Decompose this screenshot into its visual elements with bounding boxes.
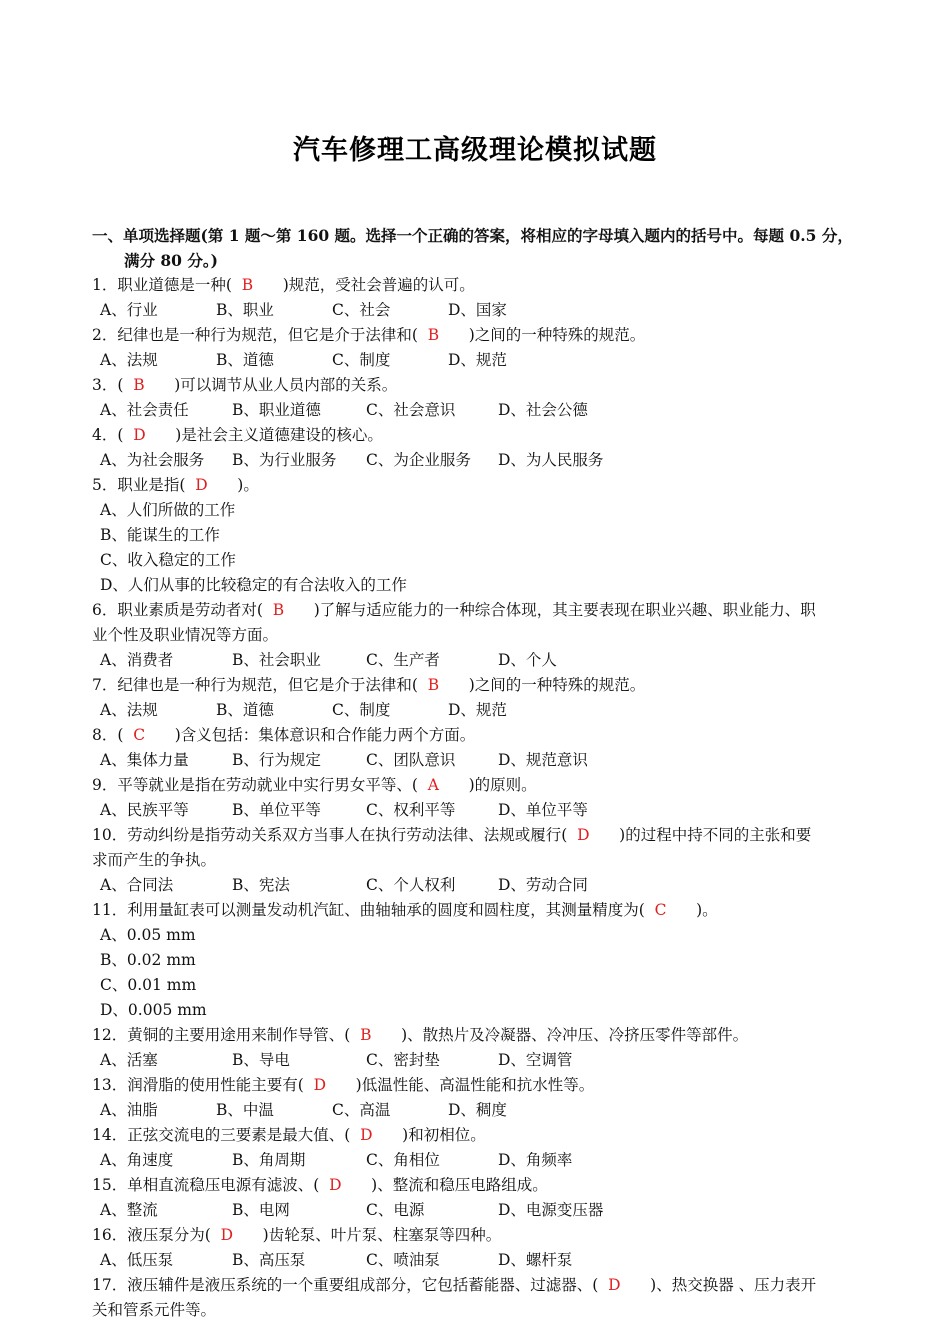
question-item — [92, 1273, 872, 1298]
question-text: )的原则。 — [468, 776, 537, 794]
question-number: 14． — [92, 1126, 128, 1144]
question-text: ( — [117, 376, 124, 394]
question-number: 5． — [92, 476, 118, 494]
question-text: 纪律也是一种行为规范，但它是介于法律和( — [117, 676, 418, 694]
option: D、单位平等 — [498, 801, 588, 819]
option: A、低压泵 — [100, 1251, 174, 1269]
answer-letter: D — [185, 476, 238, 494]
option: C、密封垫 — [366, 1051, 440, 1069]
option: A、社会责任 — [100, 401, 189, 419]
option: C、社会意识 — [366, 401, 456, 419]
question-item — [92, 823, 872, 848]
option: C、电源 — [366, 1201, 425, 1219]
question-number: 9． — [92, 776, 118, 794]
answer-letter: B — [417, 326, 469, 344]
option: D、空调管 — [498, 1051, 573, 1069]
option: C、个人权利 — [366, 876, 456, 894]
option: B、社会职业 — [232, 651, 321, 669]
options-row — [92, 1098, 872, 1123]
option-line: C、0.01 mm — [100, 976, 197, 994]
answer-letter: B — [231, 276, 283, 294]
question-text: )之间的一种特殊的规范。 — [468, 676, 646, 694]
question-number: 4． — [92, 426, 118, 444]
option: D、规范意识 — [498, 751, 588, 769]
question-text: )规范，受社会普遍的认可。 — [282, 276, 475, 294]
options-row — [92, 1198, 872, 1223]
option: D、个人 — [498, 651, 557, 669]
option: B、职业道德 — [232, 401, 321, 419]
question-number: 1． — [92, 276, 118, 294]
question-item — [92, 598, 872, 623]
answer-letter: B — [350, 1026, 402, 1044]
question-number: 6． — [92, 601, 118, 619]
question-item — [92, 473, 872, 498]
question-number: 13． — [92, 1076, 128, 1094]
question-number: 3． — [92, 376, 118, 394]
question-number: 15． — [92, 1176, 128, 1194]
option: B、角周期 — [232, 1151, 306, 1169]
answer-letter: D — [319, 1176, 372, 1194]
question-item — [92, 1173, 872, 1198]
option: B、道德 — [216, 351, 274, 369]
question-text: 黄铜的主要用途用来制作导管、( — [127, 1026, 351, 1044]
option: D、劳动合同 — [498, 876, 588, 894]
option-line: B、0.02 mm — [100, 951, 196, 969]
answer-letter: B — [417, 676, 469, 694]
question-item — [92, 273, 872, 298]
question-text: )、散热片及冷凝器、冷冲压、冷挤压零件等部件。 — [401, 1026, 749, 1044]
question-number: 11． — [92, 901, 128, 919]
question-item — [92, 673, 872, 698]
option: D、电源变压器 — [498, 1201, 604, 1219]
question-text: 单相直流稳压电源有滤波、( — [127, 1176, 320, 1194]
question-number: 7． — [92, 676, 118, 694]
option: C、制度 — [332, 351, 391, 369]
question-text: 职业素质是劳动者对( — [117, 601, 263, 619]
section-heading — [92, 223, 872, 273]
question-continuation: 业个性及职业情况等方面。 — [92, 626, 279, 644]
answer-letter: A — [417, 776, 469, 794]
question-text: )之间的一种特殊的规范。 — [468, 326, 646, 344]
option-line: D、0.005 mm — [100, 1001, 207, 1019]
answer-letter: B — [262, 601, 314, 619]
question-text: 纪律也是一种行为规范，但它是介于法律和( — [117, 326, 418, 344]
options-row — [92, 1048, 872, 1073]
question-item — [92, 373, 872, 398]
question-text: )和初相位。 — [402, 1126, 486, 1144]
answer-letter: D — [303, 1076, 356, 1094]
question-item — [92, 1223, 872, 1248]
question-list — [92, 273, 872, 1323]
option: A、集体力量 — [100, 751, 189, 769]
option: C、社会 — [332, 301, 391, 319]
option: B、电网 — [232, 1201, 290, 1219]
question-text: ( — [117, 426, 124, 444]
question-text: )、整流和稳压电路组成。 — [371, 1176, 548, 1194]
question-text: )。 — [237, 476, 259, 494]
option: B、高压泵 — [232, 1251, 306, 1269]
question-text: 职业是指( — [117, 476, 186, 494]
option: C、制度 — [332, 701, 391, 719]
question-text: 润滑脂的使用性能主要有( — [127, 1076, 304, 1094]
question-text: 平等就业是指在劳动就业中实行男女平等、( — [117, 776, 418, 794]
question-continuation: 求而产生的争执。 — [92, 851, 217, 869]
option: D、规范 — [448, 701, 507, 719]
question-text: )、热交换器 、压力表开 — [650, 1276, 817, 1294]
question-item — [92, 723, 872, 748]
question-number: 12． — [92, 1026, 128, 1044]
option: B、单位平等 — [232, 801, 321, 819]
question-text: )齿轮泵、叶片泵、柱塞泵等四种。 — [262, 1226, 502, 1244]
answer-letter: D — [210, 1226, 263, 1244]
question-item — [92, 773, 872, 798]
question-text: )是社会主义道德建设的核心。 — [175, 426, 383, 444]
option: C、生产者 — [366, 651, 440, 669]
question-continuation: 关和管系元件等。 — [92, 1301, 217, 1319]
question-text: )了解与适应能力的一种综合体现，其主要表现在职业兴趣、职业能力、职 — [313, 601, 816, 619]
option: D、国家 — [448, 301, 507, 319]
option: A、活塞 — [100, 1051, 158, 1069]
question-item — [92, 323, 872, 348]
section-heading-line2: 满分 80 分。) — [124, 251, 218, 270]
question-text: 正弦交流电的三要素是最大值、( — [127, 1126, 351, 1144]
question-number: 2． — [92, 326, 118, 344]
option: C、为企业服务 — [366, 451, 471, 469]
option: A、整流 — [100, 1201, 158, 1219]
option: C、喷油泵 — [366, 1251, 440, 1269]
option: B、为行业服务 — [232, 451, 337, 469]
option-line: A、0.05 mm — [100, 926, 196, 944]
options-row — [92, 648, 872, 673]
option: A、消费者 — [100, 651, 174, 669]
options-row — [92, 873, 872, 898]
option: D、螺杆泵 — [498, 1251, 573, 1269]
question-item — [92, 898, 872, 923]
question-text: 液压泵分为( — [127, 1226, 211, 1244]
option: D、角频率 — [498, 1151, 573, 1169]
answer-letter: C — [644, 901, 697, 919]
option-line: B、能谋生的工作 — [100, 526, 220, 544]
option: A、民族平等 — [100, 801, 189, 819]
options-row — [92, 1248, 872, 1273]
question-item — [92, 423, 872, 448]
question-text: ( — [117, 726, 124, 744]
section-heading-line1: 一、单项选择题(第 1 题～第 160 题。选择一个正确的答案，将相应的字母填入题内的括号中。每题 0.5 分， — [92, 226, 853, 245]
answer-letter: D — [567, 826, 620, 844]
page-title: 汽车修理工高级理论模拟试题 — [293, 135, 657, 166]
option: A、为社会服务 — [100, 451, 205, 469]
question-text: 劳动纠纷是指劳动关系双方当事人在执行劳动法律、法规或履行( — [127, 826, 568, 844]
question-number: 8． — [92, 726, 118, 744]
question-text: )可以调节从业人员内部的关系。 — [174, 376, 398, 394]
options-row — [92, 298, 872, 323]
option: A、行业 — [100, 301, 158, 319]
option: C、高温 — [332, 1101, 391, 1119]
question-text: 利用量缸表可以测量发动机汽缸、曲轴轴承的圆度和圆柱度，其测量精度为( — [127, 901, 645, 919]
question-text: )的过程中持不同的主张和要 — [619, 826, 812, 844]
options-row — [92, 1148, 872, 1173]
options-row — [92, 348, 872, 373]
question-text: )含义包括：集体意识和合作能力两个方面。 — [174, 726, 476, 744]
option-line: C、收入稳定的工作 — [100, 551, 236, 569]
exam-content — [92, 223, 872, 1323]
question-item — [92, 1073, 872, 1098]
option-line: D、人们从事的比较稳定的有合法收入的工作 — [100, 576, 407, 594]
options-row — [92, 748, 872, 773]
question-text: )低温性能、高温性能和抗水性等。 — [355, 1076, 595, 1094]
option-line: A、人们所做的工作 — [100, 501, 236, 519]
question-item — [92, 1023, 872, 1048]
option: D、社会公德 — [498, 401, 588, 419]
options-row — [92, 398, 872, 423]
option: B、导电 — [232, 1051, 290, 1069]
question-item — [92, 1123, 872, 1148]
option: A、法规 — [100, 701, 158, 719]
option: C、团队意识 — [366, 751, 456, 769]
question-number: 16． — [92, 1226, 128, 1244]
option: D、为人民服务 — [498, 451, 604, 469]
option: B、行为规定 — [232, 751, 321, 769]
option: A、油脂 — [100, 1101, 158, 1119]
option: A、合同法 — [100, 876, 174, 894]
answer-letter: D — [123, 426, 176, 444]
option: D、稠度 — [448, 1101, 507, 1119]
option: B、中温 — [216, 1101, 274, 1119]
options-row — [92, 448, 872, 473]
options-row — [92, 798, 872, 823]
question-number: 10． — [92, 826, 128, 844]
option: B、宪法 — [232, 876, 290, 894]
option: B、道德 — [216, 701, 274, 719]
option: C、权利平等 — [366, 801, 456, 819]
option: A、角速度 — [100, 1151, 174, 1169]
option: B、职业 — [216, 301, 274, 319]
answer-letter: D — [598, 1276, 651, 1294]
option: D、规范 — [448, 351, 507, 369]
question-text: )。 — [696, 901, 718, 919]
answer-letter: D — [350, 1126, 403, 1144]
question-text: 液压辅件是液压系统的一个重要组成部分，它包括蓄能器、过滤器、( — [127, 1276, 599, 1294]
question-text: 职业道德是一种( — [117, 276, 232, 294]
options-row — [92, 698, 872, 723]
answer-letter: C — [123, 726, 175, 744]
option: C、角相位 — [366, 1151, 440, 1169]
answer-letter: B — [123, 376, 175, 394]
question-number: 17． — [92, 1276, 128, 1294]
option: A、法规 — [100, 351, 158, 369]
